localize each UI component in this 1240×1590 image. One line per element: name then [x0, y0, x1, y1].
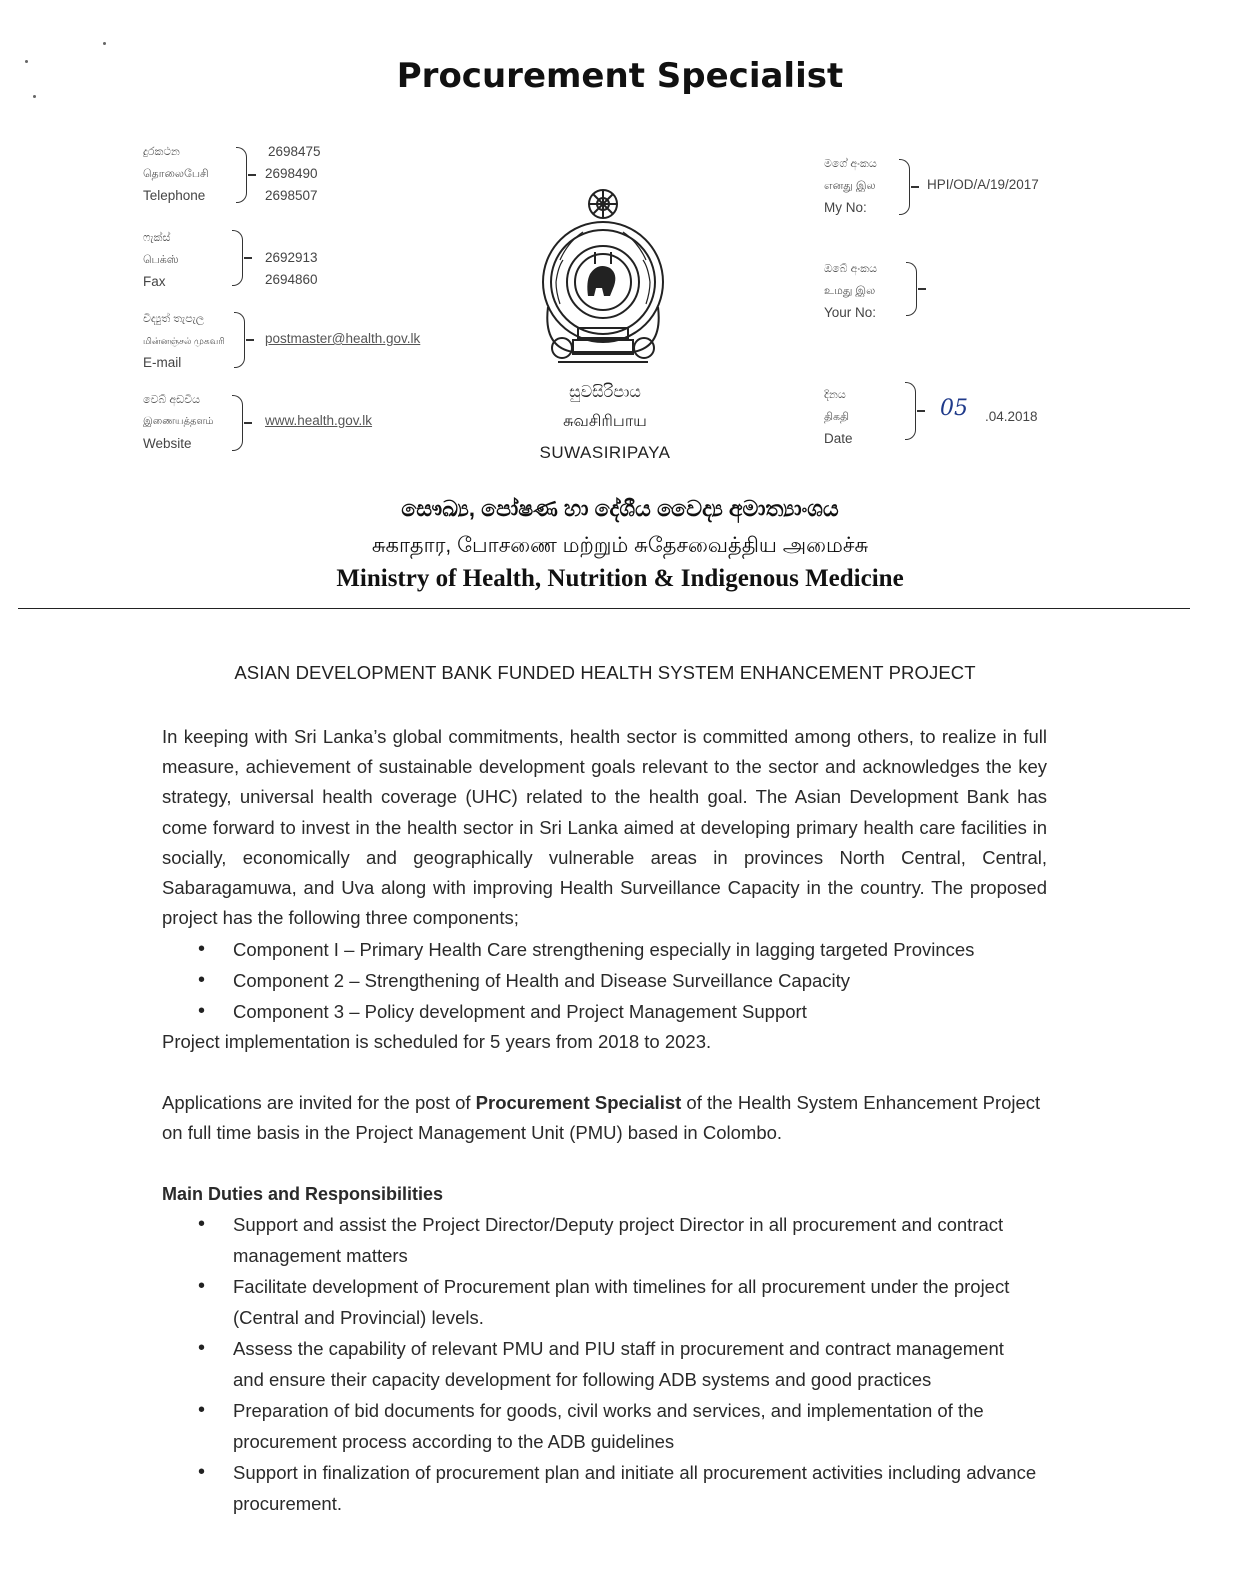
my-no-label-si: මගේ අංකය — [824, 158, 877, 170]
telephone-brace — [236, 147, 247, 203]
your-no-label-ta: உமது இல — [824, 285, 876, 297]
email-block — [143, 308, 225, 374]
list-item: • Component I – Primary Health Care strengthening especially in lagging targeted Provinces — [162, 934, 1047, 965]
website-label-si: වෙබ් අඩවිය — [143, 394, 201, 406]
list-item: • Support and assist the Project Director/Deputy project Director in all procurement and contract management matters — [162, 1209, 1047, 1271]
fax-brace — [232, 230, 243, 286]
list-item: • Facilitate development of Procurement plan with timelines for all procurement under the project (Central and Provincial) levels. — [162, 1271, 1047, 1333]
scan-speck — [103, 42, 106, 45]
list-item: • Support in finalization of procurement plan and initiate all procurement activities including advance procurement. — [162, 1457, 1047, 1519]
fax-value-1: 2692913 — [265, 250, 318, 265]
date-label-ta: திகதி — [824, 411, 850, 423]
list-item: • Assess the capability of relevant PMU and PIU staff in procurement and contract management and ensure their capacity development for following ADB systems and good practices — [162, 1333, 1047, 1395]
website-brace — [232, 395, 243, 451]
date-label-en: Date — [824, 431, 853, 446]
your-no-label-en: Your No: — [824, 305, 877, 320]
duties-heading: Main Duties and Responsibilities — [162, 1184, 444, 1204]
national-emblem-icon — [538, 182, 668, 372]
components-list — [162, 934, 1047, 1027]
applications-paragraph — [162, 1088, 1047, 1148]
email-brace-tip — [246, 339, 254, 341]
telephone-label-si: දුරකථන — [143, 146, 180, 158]
list-item: • Component 2 – Strengthening of Health and Disease Surveillance Capacity — [162, 965, 1047, 996]
date-value: .04.2018 — [985, 409, 1038, 424]
emblem-caption-ta: சுவசிரிபாய — [563, 413, 647, 430]
telephone-value-1: 2698475 — [268, 144, 321, 159]
fax-block — [143, 227, 179, 293]
date-day-handwritten: 05 — [940, 396, 968, 421]
telephone-label-ta: தொலைபேசி — [143, 168, 209, 180]
ministry-name-ta: சுகாதார, போசணை மற்றும் சுதேசவைத்திய அமைச்சு — [371, 534, 869, 557]
website-label-en: Website — [143, 436, 192, 451]
my-no-label-en: My No: — [824, 200, 867, 215]
fax-label-ta: பெக்ஸ் — [143, 254, 179, 266]
website-block — [143, 389, 214, 455]
telephone-value-3: 2698507 — [265, 188, 318, 203]
project-heading: ASIAN DEVELOPMENT BANK FUNDED HEALTH SYSTEM ENHANCEMENT PROJECT — [234, 662, 976, 683]
my-no-brace — [899, 159, 910, 215]
email-label-en: E-mail — [143, 355, 182, 370]
date-brace-tip — [917, 410, 925, 412]
telephone-label-en: Telephone — [143, 188, 206, 203]
ministry-name-si: සෞඛ්‍ය, පෝෂණ හා දේශීය වෛද්‍ය අමාත්‍යාංශය — [401, 496, 839, 521]
website-link[interactable]: www.health.gov.lk — [265, 413, 373, 428]
fax-value-2: 2694860 — [265, 272, 318, 287]
header-divider — [18, 608, 1190, 609]
fax-label-en: Fax — [143, 274, 166, 289]
date-brace — [905, 382, 916, 440]
website-brace-tip — [244, 422, 252, 424]
post-title: Procurement Specialist — [475, 1092, 682, 1113]
email-link[interactable]: postmaster@health.gov.lk — [265, 331, 421, 346]
your-no-label-si: ඔබේ අංකය — [824, 263, 877, 275]
telephone-brace-tip — [248, 174, 256, 176]
email-brace — [234, 312, 245, 368]
applications-text-before: Applications are invited for the post of — [162, 1092, 476, 1113]
fax-label-si: ෆැක්ස් — [143, 232, 171, 244]
emblem-caption-en: SUWASIRIPAYA — [539, 443, 671, 462]
your-no-brace — [906, 262, 917, 316]
telephone-block — [143, 141, 209, 207]
website-label-ta: இணையத்தளம் — [143, 416, 214, 427]
ministry-name-en: Ministry of Health, Nutrition & Indigenous Medicine — [336, 565, 904, 592]
email-label-ta: மின்னஞ்சல் முகவரி — [143, 336, 225, 346]
my-no-block — [824, 153, 877, 219]
list-item: • Component 3 – Policy development and Project Management Support — [162, 996, 1047, 1027]
my-no-value: HPI/OD/A/19/2017 — [927, 177, 1039, 192]
email-label-si: විද්‍යුත් තැපැල — [143, 313, 205, 325]
schedule-paragraph: Project implementation is scheduled for 5 years from 2018 to 2023. — [162, 1031, 712, 1052]
fax-brace-tip — [244, 257, 252, 259]
list-item: • Preparation of bid documents for goods, civil works and services, and implementation of the procurement process according to the ADB guidelines — [162, 1395, 1047, 1457]
duties-list — [162, 1209, 1047, 1519]
intro-paragraph: In keeping with Sri Lanka’s global commitments, health sector is committed among others, to realize in full measure, achievement of sustainable development goals relevant to the sector and acknowledges the key strategy, universal health coverage (UHC) related to the health goal. The Asian Development Bank has come forward to invest in the health sector in Sri Lanka aimed at developing primary health care facilities in socially, economically and geographically vulnerable areas in provinces North Central, Central, Sabaragamuwa, and Uva along with improving Health Surveillance Capacity in the country. The proposed project has the following three components; — [162, 726, 1047, 929]
telephone-value-2: 2698490 — [265, 166, 318, 181]
your-no-brace-tip — [918, 288, 926, 290]
your-no-block — [824, 258, 877, 324]
date-block — [824, 384, 853, 450]
emblem-caption-si: සුවසිරිපාය — [569, 384, 641, 401]
my-no-brace-tip — [911, 186, 919, 188]
my-no-label-ta: எனது இல — [824, 180, 876, 192]
page-title: Procurement Specialist — [396, 56, 844, 96]
date-label-si: දිනය — [824, 389, 846, 401]
applications-text-after: of the Health System Enhancement Project on full time basis in the Project Management Unit (PMU) based in Colombo. — [162, 1092, 1041, 1144]
